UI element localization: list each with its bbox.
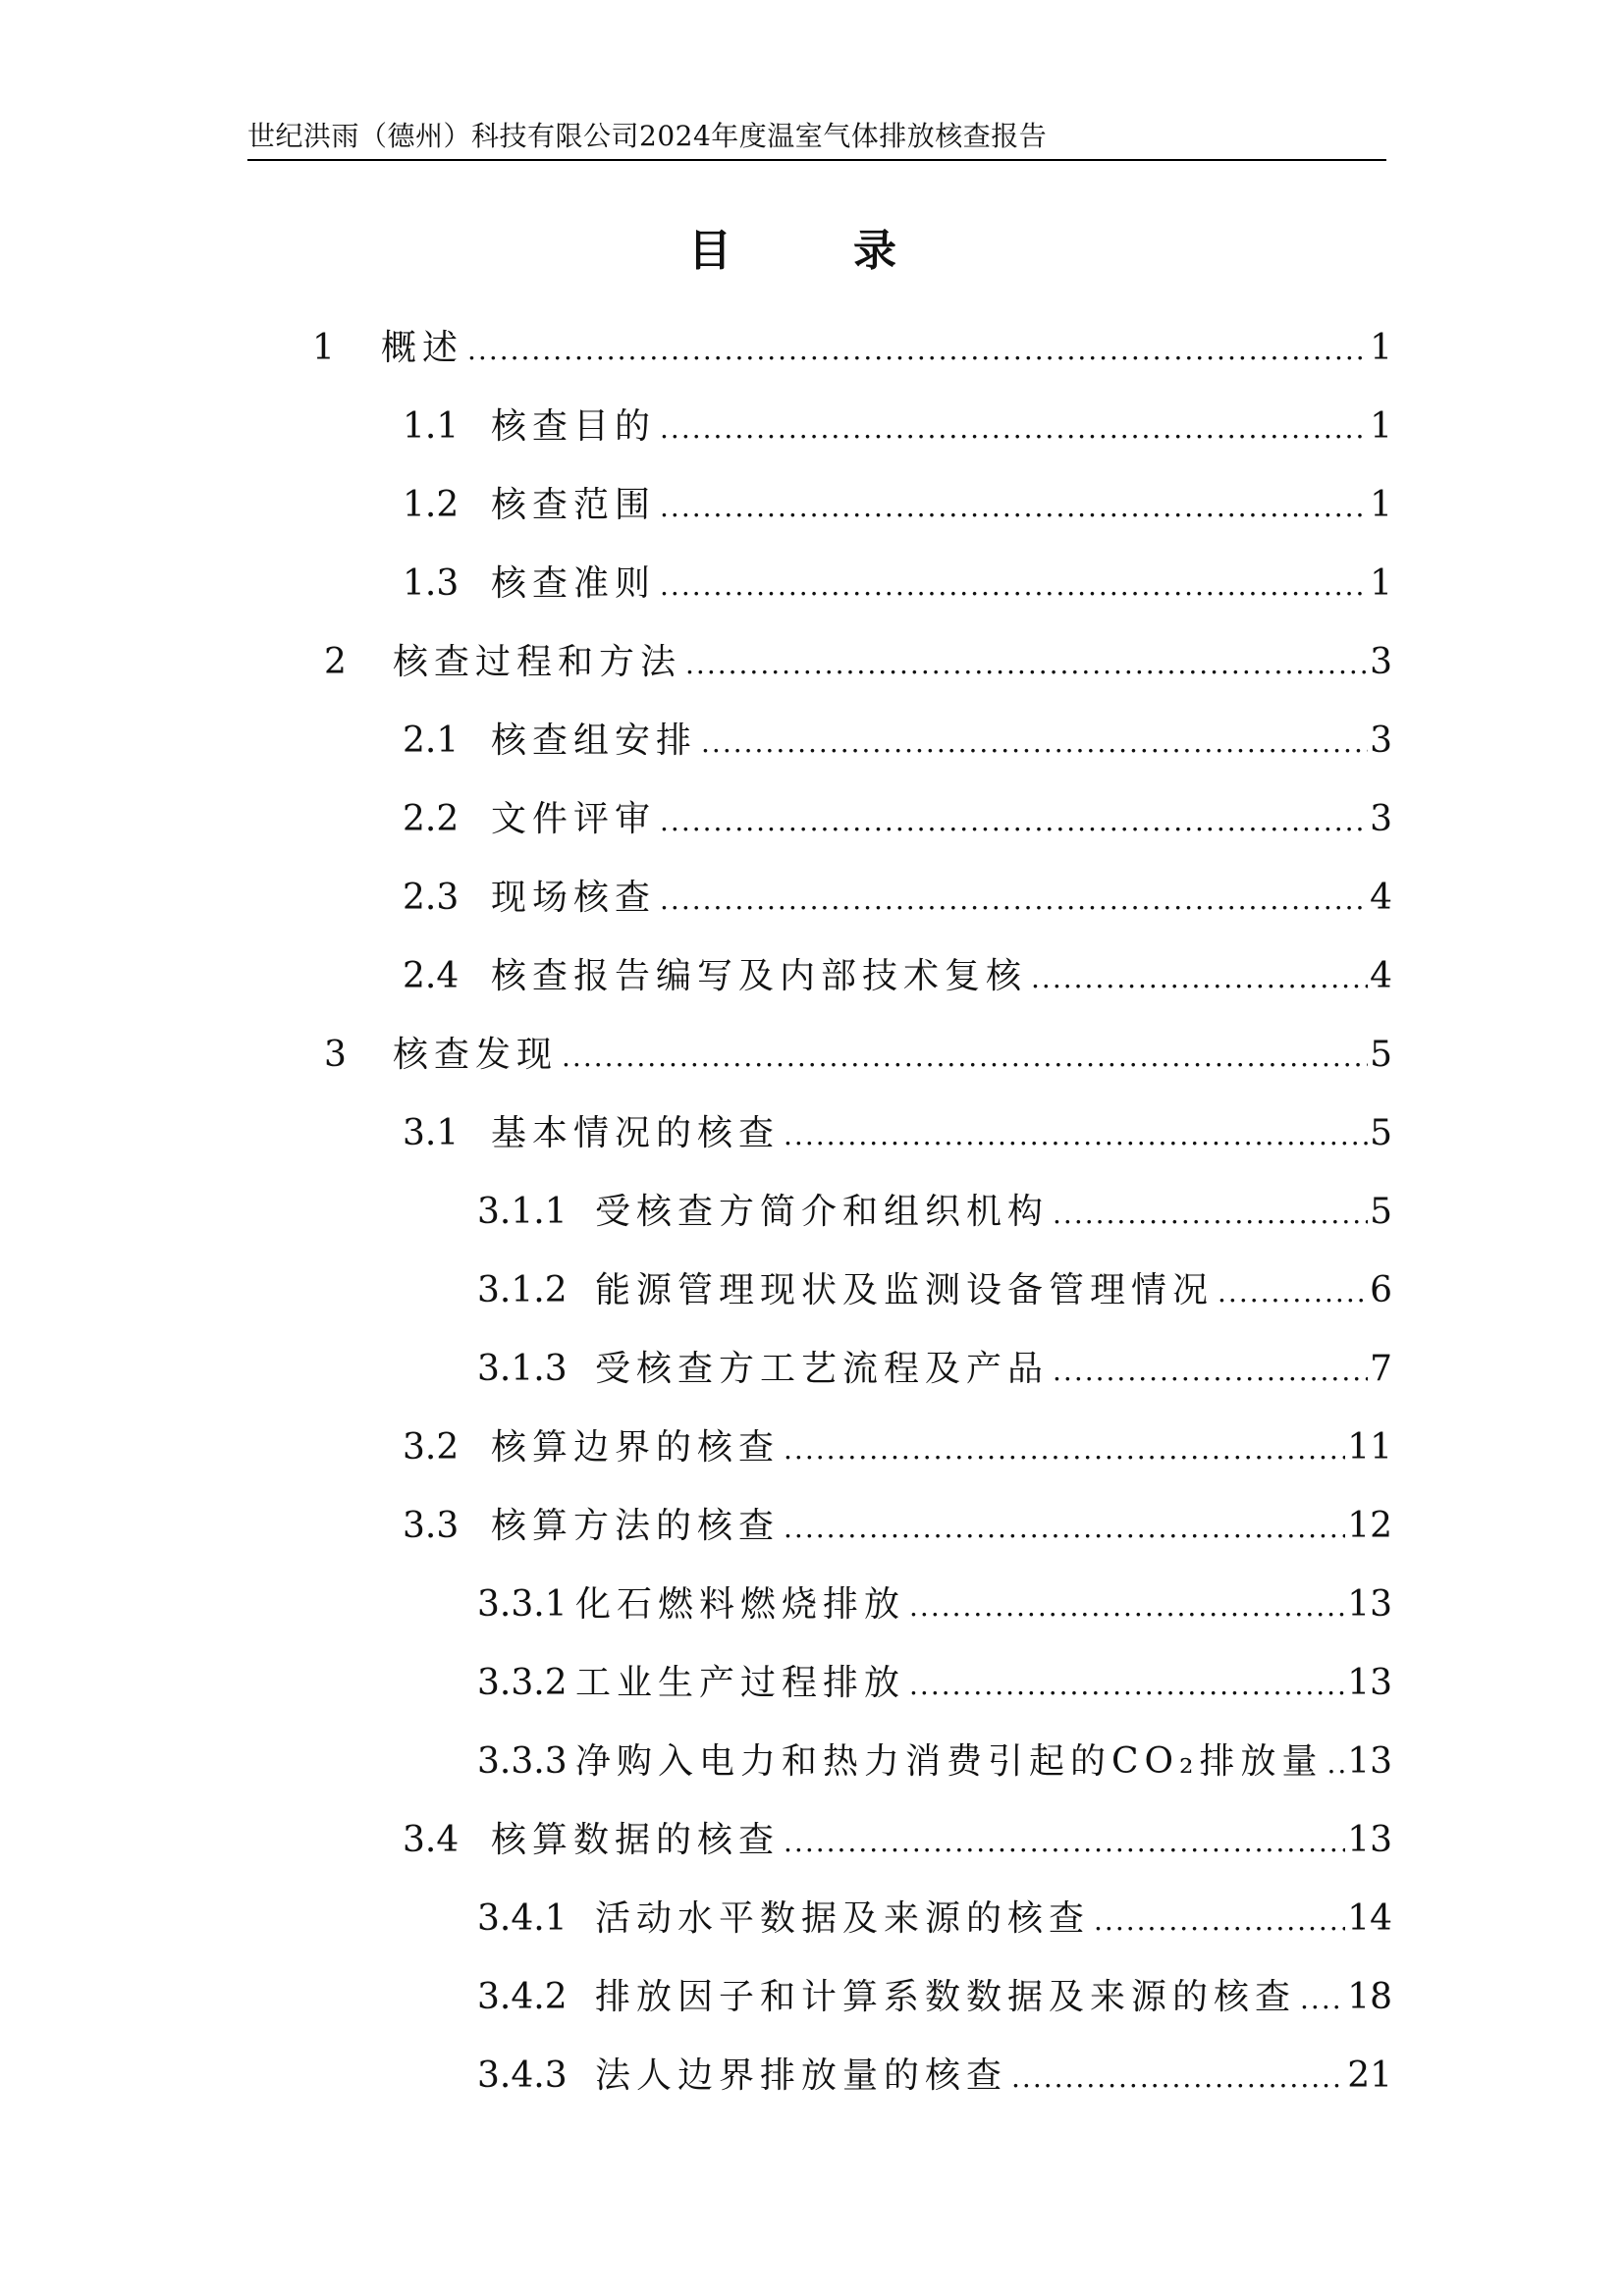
- toc-leader-dots: [562, 1033, 1368, 1082]
- toc-entry-title: 受核查方工艺流程及产品: [595, 1349, 1050, 1389]
- toc-entry-title: 排放因子和计算系数数据及来源的核查: [595, 1977, 1297, 2017]
- toc-entry-title: 核查准则: [491, 563, 657, 604]
- toc-entry-page: 12: [1347, 1506, 1392, 1546]
- toc-leader-dots: [784, 1425, 1345, 1474]
- toc-leader-dots: [1053, 1347, 1368, 1396]
- toc-entry-page: 18: [1347, 1977, 1392, 2017]
- toc-entry-title: 核查目的: [491, 406, 657, 447]
- toc-entry[interactable]: [403, 717, 1392, 766]
- toc-entry-number: 3.3: [403, 1506, 460, 1546]
- toc-entry-page: 13: [1347, 1584, 1392, 1625]
- toc-entry-title: 核算数据的核查: [491, 1820, 781, 1860]
- toc-entry-page: 13: [1347, 1741, 1392, 1782]
- toc-leader-dots: [1031, 954, 1368, 1003]
- toc-leader-dots: [784, 1818, 1345, 1867]
- toc-entry[interactable]: [403, 1109, 1392, 1158]
- toc-entry-title: 活动水平数据及来源的核查: [595, 1898, 1091, 1939]
- toc-entry[interactable]: [324, 638, 1392, 687]
- toc-entry-title: 核算边界的核查: [491, 1427, 781, 1468]
- toc-entry[interactable]: [403, 560, 1392, 609]
- toc-entry-title: 净购入电力和热力消费引起的CO₂排放量: [575, 1741, 1324, 1782]
- toc-entry-number: 3.1.2: [477, 1270, 568, 1310]
- toc-entry-title: 能源管理现状及监测设备管理情况: [595, 1270, 1215, 1310]
- toc-entry-number: 3.3.3: [477, 1741, 568, 1782]
- toc-entry[interactable]: [403, 874, 1392, 923]
- page-header: 世纪洪雨（德州）科技有限公司2024年度温室气体排放核查报告: [247, 120, 1048, 152]
- toc-entry[interactable]: [324, 1031, 1392, 1080]
- toc-entry[interactable]: [312, 324, 1392, 373]
- toc-entry-title: 文件评审: [491, 799, 657, 839]
- toc-leader-dots: [1011, 2054, 1345, 2103]
- toc-entry-number: 3.4.1: [477, 1898, 568, 1939]
- toc-leader-dots: [784, 1504, 1345, 1553]
- toc-entry-page: 13: [1347, 1820, 1392, 1860]
- toc-entry-page: 1: [1370, 328, 1392, 368]
- toc-entry-title: 基本情况的核查: [491, 1113, 781, 1153]
- toc-leader-dots: [660, 404, 1368, 454]
- toc-entry-number: 3: [324, 1035, 347, 1075]
- toc-entry-number: 2.3: [403, 878, 460, 918]
- toc-entry-page: 4: [1370, 878, 1392, 918]
- toc-entry[interactable]: [403, 402, 1392, 452]
- toc-leader-dots: [701, 719, 1368, 768]
- toc-entry[interactable]: [403, 1423, 1392, 1472]
- header-rule: [247, 159, 1386, 161]
- toc-entry-title: 化石燃料燃烧排放: [575, 1584, 906, 1625]
- toc-entry[interactable]: [477, 2052, 1392, 2101]
- toc-entry-title: 核查组安排: [491, 721, 698, 761]
- toc-entry-title: 核查过程和方法: [393, 642, 682, 682]
- toc-leader-dots: [1300, 1975, 1345, 2024]
- toc-leader-dots: [660, 561, 1368, 611]
- toc-leader-dots: [467, 326, 1368, 375]
- toc-entry-page: 1: [1370, 406, 1392, 447]
- toc-leader-dots: [1327, 1739, 1346, 1789]
- toc-entry-page: 1: [1370, 563, 1392, 604]
- toc-entry[interactable]: [477, 1973, 1392, 2022]
- toc-entry-title: 概述: [381, 328, 464, 368]
- toc-entry-page: 21: [1347, 2056, 1392, 2096]
- toc-entry[interactable]: [403, 952, 1392, 1001]
- toc-entry-page: 3: [1370, 642, 1392, 682]
- toc-entry-number: 2: [324, 642, 347, 682]
- toc-entry-title: 现场核查: [491, 878, 657, 918]
- toc-entry-page: 5: [1370, 1035, 1392, 1075]
- toc-entry[interactable]: [403, 481, 1392, 530]
- toc-entry[interactable]: [477, 1188, 1392, 1237]
- toc-entry-page: 5: [1370, 1113, 1392, 1153]
- toc-entry-number: 2.4: [403, 956, 460, 996]
- toc-entry-title: 核查发现: [393, 1035, 559, 1075]
- toc-title: 目 录: [688, 226, 936, 276]
- toc-entry-number: 3.3.2: [477, 1663, 568, 1703]
- toc-leader-dots: [909, 1582, 1345, 1631]
- toc-leader-dots: [909, 1661, 1345, 1710]
- toc-entry-title: 核算方法的核查: [491, 1506, 781, 1546]
- toc-entry[interactable]: [477, 1345, 1392, 1394]
- toc-entry-title: 核查范围: [491, 485, 657, 525]
- toc-entry[interactable]: [403, 1502, 1392, 1551]
- toc-entry-number: 3.4.3: [477, 2056, 568, 2096]
- toc-entry-number: 1.1: [403, 406, 460, 447]
- toc-entry-number: 3.3.1: [477, 1584, 568, 1625]
- toc-entry-number: 2.2: [403, 799, 460, 839]
- toc-entry-page: 7: [1370, 1349, 1392, 1389]
- toc-leader-dots: [660, 797, 1368, 846]
- toc-entry-number: 2.1: [403, 721, 460, 761]
- toc-leader-dots: [784, 1111, 1368, 1160]
- toc-entry-number: 3.4.2: [477, 1977, 568, 2017]
- toc-entry-title: 核查报告编写及内部技术复核: [491, 956, 1028, 996]
- toc-entry-page: 3: [1370, 721, 1392, 761]
- toc-entry-page: 3: [1370, 799, 1392, 839]
- toc-entry-number: 3.4: [403, 1820, 460, 1860]
- toc-entry-number: 3.1.1: [477, 1192, 568, 1232]
- toc-leader-dots: [685, 640, 1368, 689]
- toc-entry-page: 6: [1370, 1270, 1392, 1310]
- toc-entry-title: 法人边界排放量的核查: [595, 2056, 1008, 2096]
- toc-entry-title: 受核查方简介和组织机构: [595, 1192, 1050, 1232]
- toc-entry-page: 13: [1347, 1663, 1392, 1703]
- toc-entry-number: 1.2: [403, 485, 460, 525]
- toc-entry[interactable]: [403, 795, 1392, 844]
- toc-entry[interactable]: [477, 1266, 1392, 1315]
- toc-leader-dots: [1053, 1190, 1368, 1239]
- toc-entry-page: 4: [1370, 956, 1392, 996]
- toc-leader-dots: [660, 876, 1368, 925]
- toc-entry[interactable]: [477, 1895, 1392, 1944]
- toc-leader-dots: [1218, 1268, 1368, 1317]
- toc-entry[interactable]: [403, 1816, 1392, 1865]
- toc-entry-title: 工业生产过程排放: [575, 1663, 906, 1703]
- toc-entry-number: 1.3: [403, 563, 460, 604]
- toc-entry-number: 3.1: [403, 1113, 460, 1153]
- toc-entry-page: 5: [1370, 1192, 1392, 1232]
- toc-entry[interactable]: [477, 1659, 1392, 1708]
- toc-entry-page: 1: [1370, 485, 1392, 525]
- toc-entry[interactable]: [477, 1737, 1392, 1787]
- toc-entry-page: 14: [1347, 1898, 1392, 1939]
- toc-entry-number: 1: [312, 328, 335, 368]
- toc-leader-dots: [660, 483, 1368, 532]
- toc-leader-dots: [1094, 1896, 1345, 1946]
- toc-entry-number: 3.1.3: [477, 1349, 568, 1389]
- toc-entry-number: 3.2: [403, 1427, 460, 1468]
- toc-entry[interactable]: [477, 1580, 1392, 1629]
- toc-entry-page: 11: [1347, 1427, 1392, 1468]
